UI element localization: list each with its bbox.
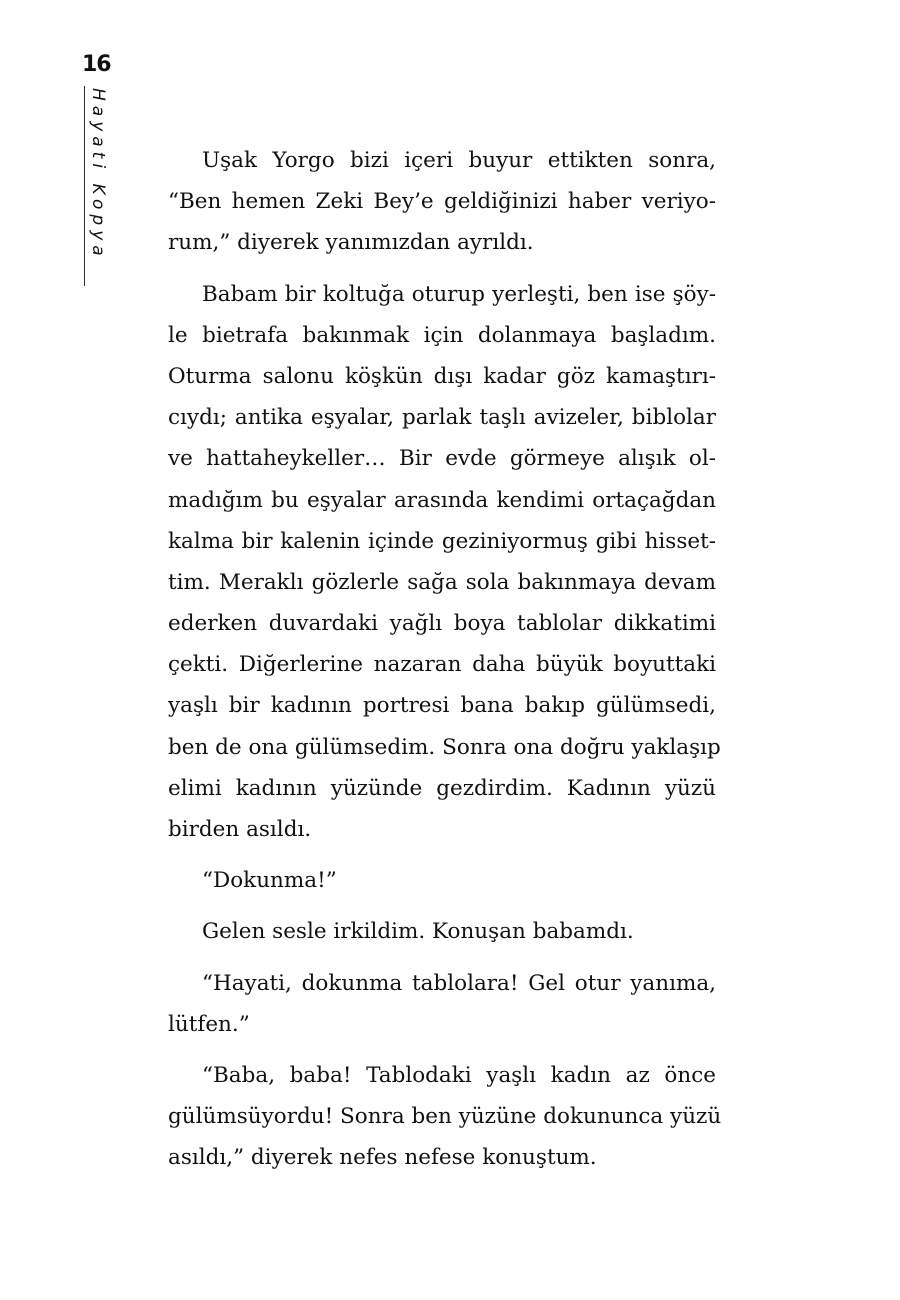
paragraph-2	[168, 274, 721, 851]
text-line: elimi kadının yüzünde gezdirdim. Kadının yüzü	[168, 775, 716, 801]
page-number: 16	[82, 52, 111, 77]
margin-header	[82, 52, 112, 261]
text-line: çekti. Diğerlerine nazaran daha büyük boyuttaki	[168, 652, 716, 678]
text-line: tim. Meraklı gözlerle sağa sola bakınmaya devam	[168, 569, 716, 595]
text-line: “Baba, baba! Tablodaki yaşlı kadın az önce	[202, 1062, 716, 1088]
body-text	[168, 140, 722, 1179]
text-line: asıldı,” diyerek nefes nefese konuştum.	[168, 1145, 597, 1171]
paragraph-3	[168, 860, 716, 901]
text-line: “Dokunma!”	[202, 868, 337, 894]
text-line: madığım bu eşyalar arasında kendimi ortaçağdan	[168, 487, 716, 513]
text-line: yaşlı bir kadının portresi bana bakıp gülümsedi,	[168, 693, 716, 719]
text-line: ederken duvardaki yağlı boya tablolar dikkatimi	[168, 611, 716, 637]
paragraph-5	[168, 963, 716, 1045]
text-line: ben de ona gülümsedim. Sonra ona doğru yaklaşıp	[168, 734, 721, 760]
header-rule	[84, 86, 85, 286]
running-title: Hayati Kopya	[88, 88, 108, 261]
text-line: kalma bir kalenin içinde geziniyormuş gibi hisset-	[168, 528, 716, 554]
text-line: le bietrafa bakınmak için dolanmaya başladım.	[168, 322, 716, 348]
paragraph-4	[168, 911, 716, 952]
text-line: lütfen.”	[168, 1011, 250, 1037]
text-line: “Ben hemen Zeki Bey’e geldiğinizi haber veriyo-	[168, 189, 716, 215]
text-line: ve hattaheykeller… Bir evde görmeye alışık ol-	[168, 446, 716, 472]
text-line: Uşak Yorgo bizi içeri buyur ettikten sonra,	[202, 148, 716, 173]
text-line: cıydı; antika eşyalar, parlak taşlı avizeler, biblolar	[168, 405, 716, 431]
paragraph-6	[168, 1055, 722, 1179]
text-line: Oturma salonu köşkün dışı kadar göz kamaştırı-	[168, 363, 716, 389]
text-line: rum,” diyerek yanımızdan ayrıldı.	[168, 230, 534, 256]
text-line: gülümsüyordu! Sonra ben yüzüne dokununca yüzü	[168, 1104, 722, 1130]
text-line: Gelen sesle irkildim. Konuşan babamdı.	[202, 919, 634, 945]
text-line: birden asıldı.	[168, 817, 312, 842]
paragraph-1	[168, 140, 716, 264]
text-line: Babam bir koltuğa oturup yerleşti, ben ise şöy-	[202, 281, 716, 307]
text-line: “Hayati, dokunma tablolara! Gel otur yanıma,	[202, 970, 716, 996]
